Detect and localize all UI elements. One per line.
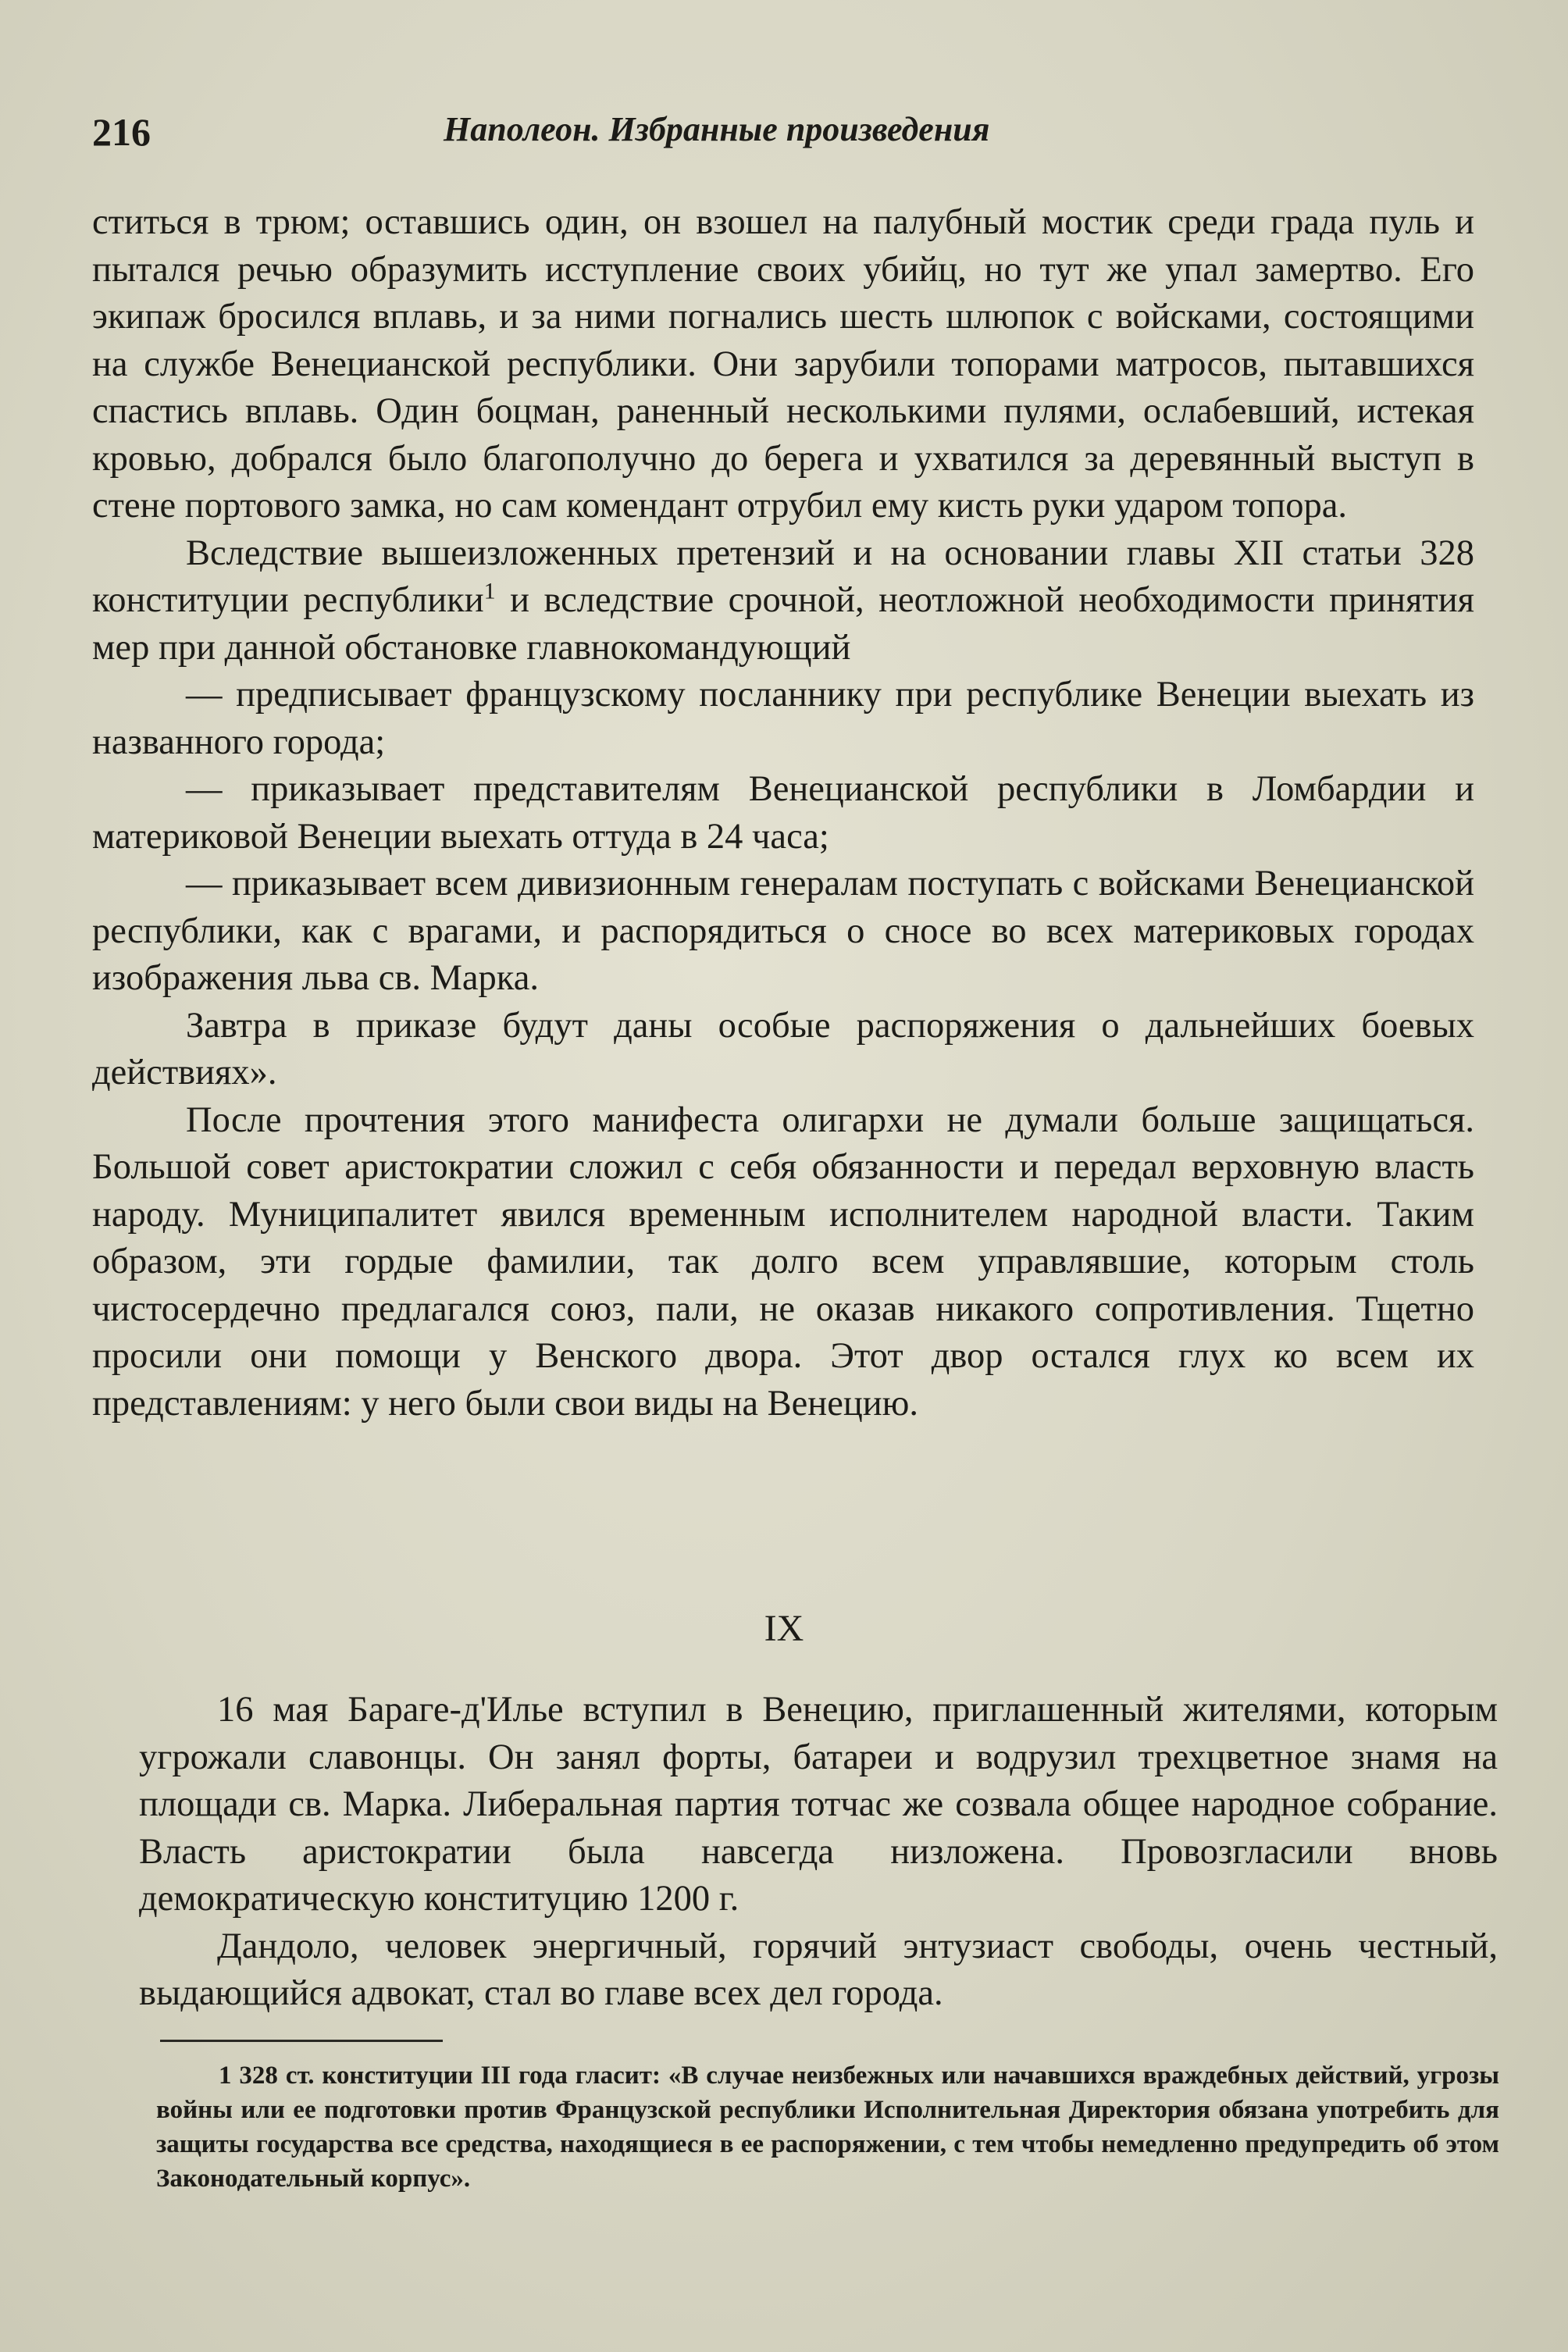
paragraph: 16 мая Бараге-д'Илье вступил в Венецию, приглашенный жителями, которым угрожали славонцы. Он занял форты, батареи и водрузил трехцветное знамя на площади св. Марка. Либеральная партия тотчас же созвала общее народное собрание. Власть аристократии была навсегда низложена. Провозгласили вновь демократическую конституцию 1200 г. <box>139 1690 1498 1919</box>
paragraph: Дандоло, человек энергичный, горячий энтузиаст свободы, очень честный, выдающийся адвокат, стал во главе всех дел города. <box>139 1926 1498 2013</box>
footnotes <box>156 2058 1499 2196</box>
paragraph-text: и вследствие срочной, неотложной необходимости принятия мер при данной обстановке главнокомандующий <box>92 580 1474 668</box>
running-head <box>92 109 1482 172</box>
paragraph: — предписывает французскому посланнику при республике Венеции выехать из названного города; <box>92 675 1474 762</box>
footnote <box>156 2058 1499 2196</box>
footnote-reference: 1 <box>483 578 496 604</box>
section-text <box>139 1687 1498 2018</box>
paragraph-text: Вследствие вышеизложенных претензий и на основании главы XII статьи 328 конституции республики <box>92 533 1474 620</box>
page-number: 216 <box>92 110 151 154</box>
paragraph: После прочтения этого манифеста олигархи не думали больше защищаться. Большой совет аристократии сложил с себя обязанности и передал верховную власть народу. Муниципалитет явился временным исполнителем народной власти. Таким образом, эти гордые фамилии, так долго всем управлявшие, которым столь чистосердечно предлагался союз, пали, не оказав никакого сопротивления. Тщетно просили они помощи у Венского двора. Этот двор остался глух ко всем их представлениям: у него были свои виды на Венецию. <box>92 1099 1474 1424</box>
paragraph: Завтра в приказе будут даны особые распоряжения о дальнейших боевых действиях». <box>92 1005 1474 1092</box>
paragraph <box>92 530 1474 672</box>
paragraph: — приказывает всем дивизионным генералам поступать с войсками Венецианской республики, как с врагами, и распорядиться о сносе во всех материковых городах изображения льва св. Марка. <box>92 864 1474 998</box>
footnote-divider <box>160 2040 443 2042</box>
footnote-mark: 1 <box>219 2062 232 2090</box>
paragraph: — приказывает представителям Венецианской республики в Ломбардии и материковой Венеции выехать оттуда в 24 часа; <box>92 769 1474 857</box>
section-heading: IX <box>764 1608 804 1649</box>
main-text <box>92 199 1474 1427</box>
footnote-text: 328 ст. конституции III года гласит: «В случае неизбежных или начавшихся враждебных действий, угрозы войны или ее подготовки против Французской республики Исполнительная Директория обязана употребить для защиты государства все средства, находящиеся в ее распоряжении, с тем чтобы немедленно предупредить об этом Законодательный корпус». <box>156 2062 1499 2193</box>
running-head-title: Наполеон. Избранные произведения <box>444 110 990 148</box>
paragraph: ститься в трюм; оставшись один, он взошел на палубный мостик среди града пуль и пытался речью образумить исступление своих убийц, но тут же упал замертво. Его экипаж бросился вплавь, и за ними погнались шесть шлюпок с войсками, состоящими на службе Венецианской республики. Они зарубили топорами матросов, пытавшихся спастись вплавь. Один боцман, раненный несколькими пулями, ослабевший, истекая кровью, добрался было благополучно до берега и ухватился за деревянный выступ в стене портового замка, но сам комендант отрубил ему кисть руки ударом топора. <box>92 202 1474 526</box>
